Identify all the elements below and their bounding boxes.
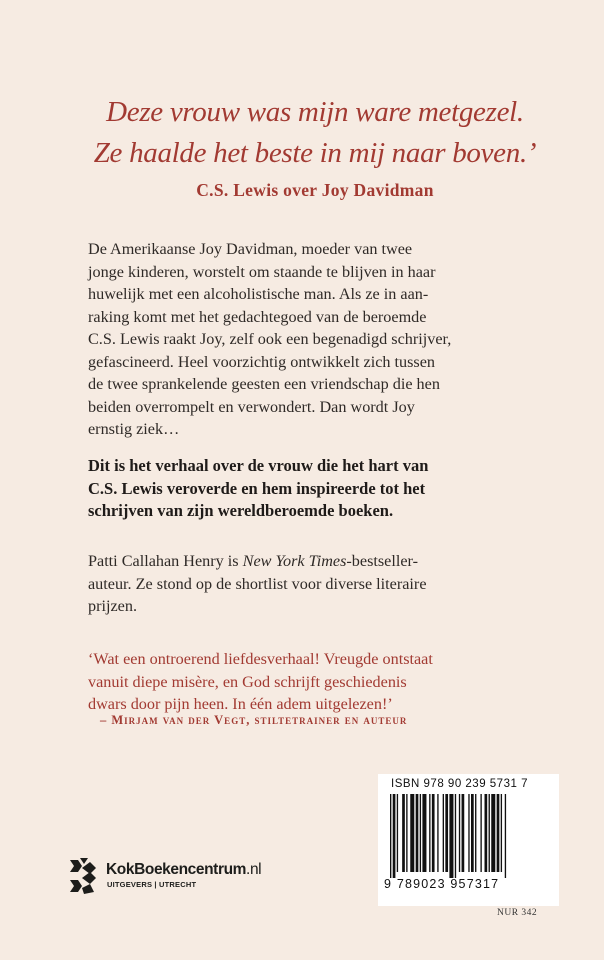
barcode-bar — [437, 794, 438, 872]
barcode-bar — [429, 794, 430, 872]
barcode-bar — [475, 794, 476, 872]
barcode-bar — [497, 794, 500, 872]
barcode-bar — [462, 794, 465, 872]
highlight-line: C.S. Lewis veroverde en hem inspireerde tot het — [88, 478, 426, 498]
publisher-name-bold: KokBoekencentrum — [106, 861, 247, 878]
publisher-name — [106, 861, 261, 879]
highlight-line: schrijven van zijn wereldberoemde boeken. — [88, 501, 394, 520]
isbn-label: ISBN 978 90 239 5731 7 — [391, 778, 528, 790]
blurb-line: C.S. Lewis raakt Joy, zelf ook een begenadigd schrijver, — [88, 330, 452, 348]
author-bio-line: prijzen. — [88, 597, 137, 615]
blurb-line: jonge kinderen, worstelt om staande te blijven in haar — [88, 262, 436, 281]
author-bio-prefix: Patti Callahan Henry is — [88, 552, 243, 570]
publisher-subtitle: UITGEVERS | UTRECHT — [107, 880, 197, 889]
barcode-bar — [491, 794, 495, 872]
blurb-line: beiden overrompelt en verwondert. Dan wordt Joy — [88, 397, 415, 416]
review-line: vanuit diepe misère, en God schrijft geschiedenis — [88, 672, 407, 691]
barcode-bar — [505, 794, 506, 878]
quote-attribution: C.S. Lewis over Joy Davidman — [196, 180, 434, 200]
barcode-bar — [459, 794, 460, 872]
barcode-bar — [402, 794, 405, 872]
barcode-bar — [416, 794, 419, 872]
blurb-line: huwelijk met een alcoholistische man. Als ze in aan- — [88, 285, 429, 303]
barcode-icon — [384, 794, 554, 878]
blurb-paragraph — [88, 238, 528, 441]
blurb-line: De Amerikaanse Joy Davidman, moeder van twee — [88, 240, 413, 258]
barcode-bar — [471, 794, 474, 872]
review-line: ‘Wat een ontroerend liefdesverhaal! Vreugde ontstaat — [88, 650, 433, 668]
barcode-bar — [489, 794, 490, 872]
barcode-bar — [455, 794, 456, 878]
barcode-bar — [445, 794, 448, 872]
quote-line-1: Deze vrouw was mijn ware metgezel. — [106, 96, 524, 128]
barcode-bar — [485, 794, 488, 872]
barcode-bar — [410, 794, 414, 872]
blurb-line: de twee sprankelende geesten een vriendschap die hen — [88, 375, 440, 393]
barcode-digits: 9 789023 957317 — [384, 877, 500, 891]
highlight-paragraph — [88, 455, 538, 523]
barcode-bar — [501, 794, 502, 872]
barcode-bar — [406, 794, 407, 872]
barcode-bar — [443, 794, 444, 872]
highlight-line: Dit is het verhaal over de vrouw die het hart van — [88, 456, 429, 475]
barcode-bar — [432, 794, 435, 872]
author-bio-newspaper: New York Times — [242, 552, 347, 570]
nur-code: NUR 342 — [497, 908, 538, 918]
publisher-name-domain: .nl — [246, 861, 262, 878]
barcode-bar — [449, 794, 453, 878]
blurb-line: gefascineerd. Heel voorzichtig ontwikkelt zich tussen — [88, 352, 436, 371]
review-quote — [88, 648, 538, 716]
blurb-line: ernstig ziek… — [88, 420, 180, 438]
barcode-bar — [390, 794, 391, 878]
author-bio — [88, 550, 528, 618]
barcode-bar — [468, 794, 469, 872]
reviewer-credit: – Mirjam van der Vegt, stiltetrainer en auteur — [100, 713, 408, 727]
barcode-bar — [393, 794, 396, 878]
barcode-bar — [480, 794, 481, 872]
barcode-bar — [397, 794, 398, 872]
barcode-bar — [420, 794, 421, 872]
author-bio-line: auteur. Ze stond op de shortlist voor diverse literaire — [88, 574, 427, 593]
quote-line-2: Ze haalde het beste in mij naar boven.’ — [93, 137, 537, 169]
publisher-mark-icon — [66, 856, 102, 896]
author-bio-line — [88, 550, 528, 573]
cover-quote — [80, 92, 550, 174]
publisher-logo — [66, 856, 326, 896]
review-line: dwars door pijn heen. In één adem uitgelezen!’ — [88, 695, 393, 713]
blurb-line: raking komt met het gedachtegoed van de beroemde — [88, 307, 427, 326]
author-bio-suffix: -bestseller- — [346, 552, 418, 570]
isbn-barcode — [378, 774, 559, 906]
barcode-bar — [422, 794, 426, 872]
